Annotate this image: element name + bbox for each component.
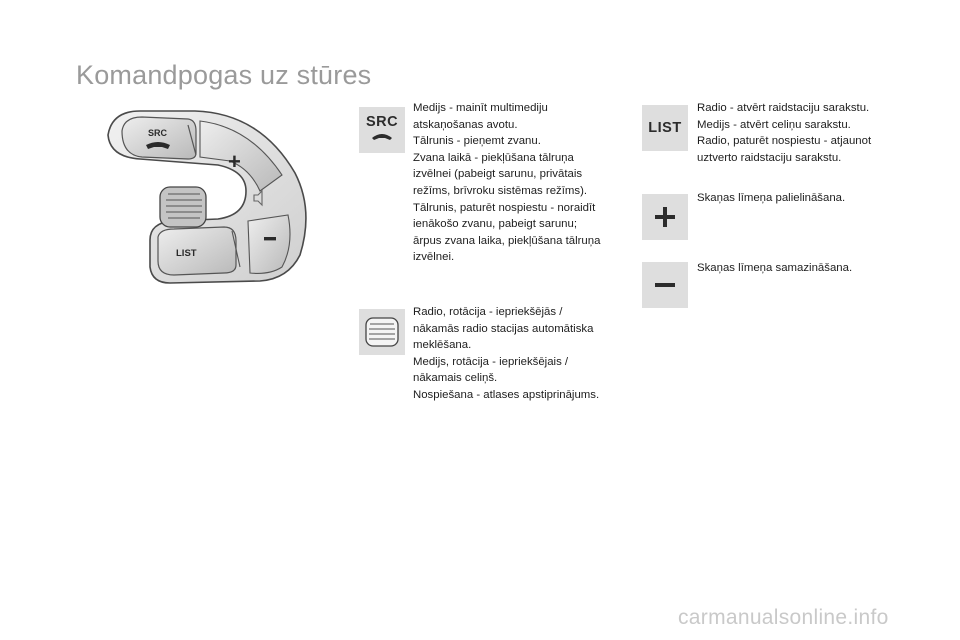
thumbwheel-description: Radio, rotācija - iepriekšējās / nākamās radio stacijas automātiska meklēšana. Medijs, rotācija - iepriekšējais / nākamais celiņš. Nospiešana - atlases apstiprinājums. [413, 306, 600, 401]
plus-icon [654, 206, 676, 228]
src-icon-label: SRC [365, 113, 399, 130]
phone-icon [370, 131, 394, 141]
list-description: Radio - atvērt raidstaciju sarakstu. Medijs - atvērt celiņu sarakstu. Radio, paturēt nospiestu - atjaunot uztverto raidstaciju sarakstu. [697, 102, 872, 164]
src-button-tile [359, 107, 405, 153]
volume-up-tile [642, 194, 688, 240]
steering-wheel-controls-illustration [100, 95, 315, 295]
volume-up-description: Skaņas līmeņa palielināšana. [697, 192, 846, 204]
wheel-volume-down-button [248, 215, 290, 273]
volume-down-description: Skaņas līmeņa samazināšana. [697, 262, 853, 274]
thumbwheel-icon [365, 317, 399, 347]
minus-icon [654, 282, 676, 288]
list-icon-label: LIST [648, 120, 682, 136]
list-button-tile [642, 105, 688, 151]
wheel-src-button [122, 117, 196, 159]
wheel-plus-icon: + [228, 149, 241, 174]
wheel-scroll-thumbwheel [160, 187, 206, 227]
thumbwheel-tile [359, 309, 405, 355]
src-description: Medijs - mainīt multimediju atskaņošanas avotu. Tālrunis - pieņemt zvanu. Zvana laikā - piekļūšana tālruņa izvēlnei (pabeigt sarunu, privātais režīms, brīvroku sistēmas režīms). Tālrunis, paturēt nospiestu - noraidīt ienākošo zvanu, pabeigt sarunu; ārpus zvana laika, piekļūšana tālruņa izvēlnei. [413, 102, 601, 264]
volume-down-tile [642, 262, 688, 308]
wheel-list-button [158, 227, 236, 275]
wheel-src-label: SRC [148, 128, 168, 138]
page-title: Komandpogas uz stūres [76, 60, 372, 90]
watermark: carmanualsonline.info [678, 606, 889, 629]
wheel-minus-icon [264, 237, 276, 240]
wheel-list-label: LIST [176, 248, 197, 259]
